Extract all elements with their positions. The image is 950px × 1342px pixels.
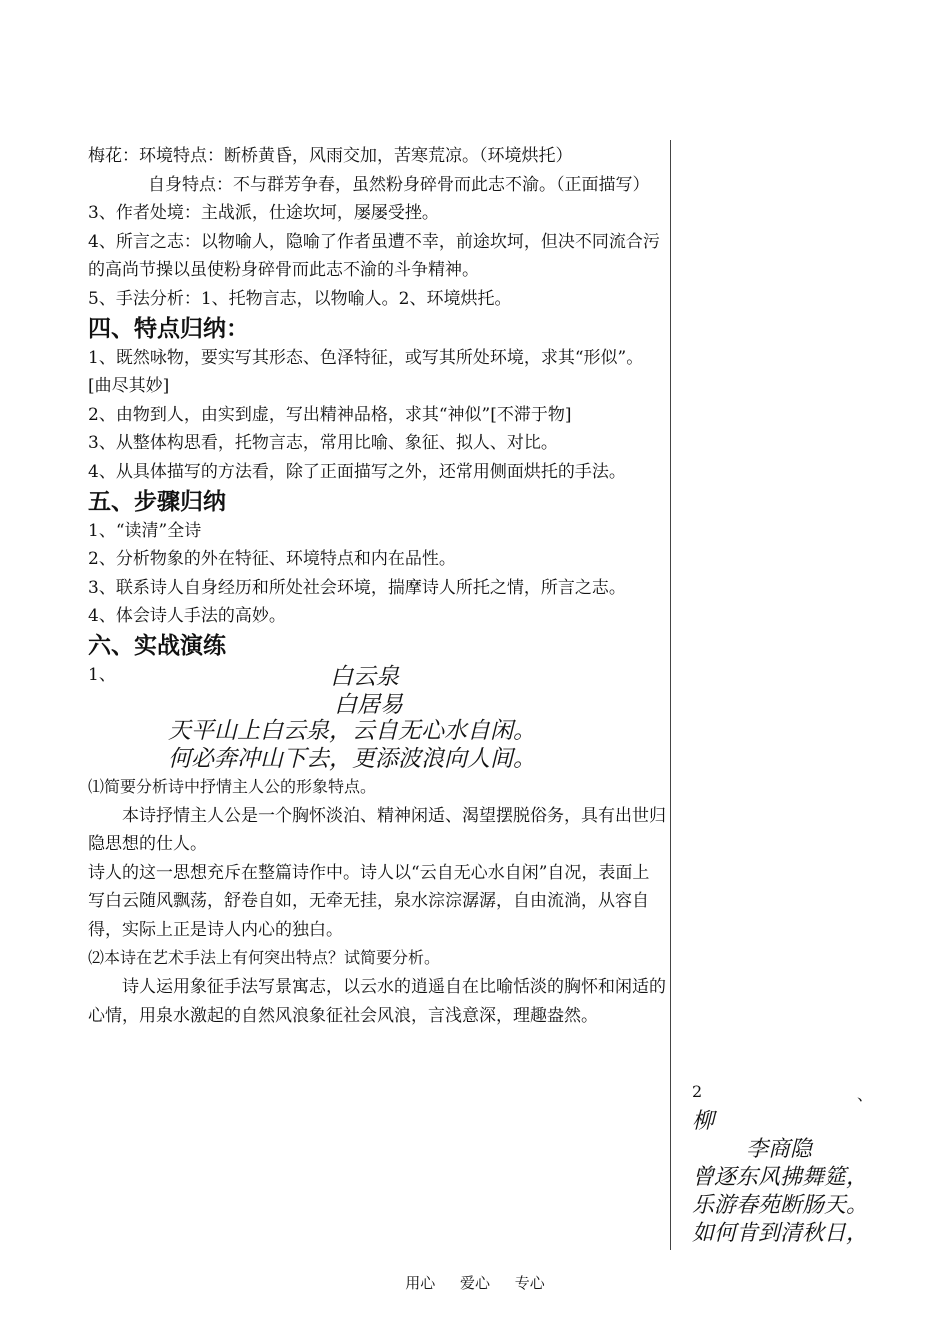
footer-text: 专心: [514, 1274, 545, 1292]
section5-item: 1、“读清”全诗: [88, 520, 202, 541]
section-heading-5: 五、步骤归纳: [88, 488, 226, 515]
answer-1-paragraph-2: 诗人的这一思想充斥在整篇诗作中。诗人以“云自无心水自闲”自况，表面上写白云随风飘荡，舒卷自如，无牵无挂，泉水淙淙潺潺，自由流淌，从容自得，实际上正是诗人内心的独白。: [88, 862, 650, 940]
poem2-number-row: [692, 1082, 892, 1108]
section-heading-6: 六、实战演练: [88, 632, 226, 659]
answer-1-paragraph-1: 本诗抒情主人公是一个胸怀淡泊、精神闲适、渴望摆脱俗务，具有出世归隐思想的仕人。: [88, 805, 666, 855]
section5-item: 2、分析物象的外在特征、环境特点和内在品性。: [88, 549, 456, 570]
question-1: ⑴简要分析诗中抒情主人公的形象特点。: [88, 776, 377, 796]
poem1-line: 天平山上白云泉，云自无心水自闲。: [168, 717, 536, 744]
section5-item: 3、联系诗人自身经历和所处社会环境，揣摩诗人所托之情，所言之志。: [88, 577, 626, 598]
column-divider: [670, 140, 671, 1250]
poem2-author: 李商隐: [746, 1137, 813, 1162]
section-heading-4: 四、特点归纳：: [88, 315, 249, 342]
poem1-author-row: [88, 689, 666, 717]
meihua-environment: 梅花：环境特点：断桥黄昏，风雨交加，苦寒荒凉。（环境烘托）: [88, 146, 573, 166]
meihua-self: 自身特点：不与群芳争春，虽然粉身碎骨而此志不渝。（正面描写）: [148, 174, 650, 195]
poem2-line: 乐游春苑断肠天。: [692, 1193, 869, 1218]
main-column: [88, 142, 666, 1030]
poem1-number: 1、: [88, 664, 116, 685]
section5-item: 4、体会诗人手法的高妙。: [88, 606, 286, 627]
footer-text: 爱心: [459, 1274, 490, 1292]
answer-2: 诗人运用象征手法写景寓志，以云水的逍遥自在比喻恬淡的胸怀和闲适的心情，用泉水激起的自然风浪象征社会风浪，言浅意深，理趣盎然。: [88, 977, 666, 1026]
section4-item: 1、既然咏物，要实写其形态、色泽特征，或写其所处环境，求其“形似”。[曲尽其妙]: [88, 347, 644, 397]
page-footer: [0, 1272, 950, 1293]
poem2-title: 柳: [692, 1109, 715, 1134]
section4-item: 2、由物到人，由实到虚，写出精神品格，求其“神似”[不滞于物]: [88, 404, 572, 425]
poem1-line: 何必奔冲山下去，更添波浪向人间。: [168, 745, 536, 772]
poem1-title: 白云泉: [330, 663, 399, 690]
question-2: ⑵本诗在艺术手法上有何突出特点？试简要分析。: [88, 948, 441, 968]
poem1-title-row: [88, 661, 666, 689]
item-5: 5、手法分析：1、托物言志，以物喻人。2、环境烘托。: [88, 288, 512, 309]
section4-item: 3、从整体构思看，托物言志，常用比喻、象征、拟人、对比。: [88, 433, 558, 454]
poem2-line: 曾逐东风拂舞筵，: [692, 1165, 869, 1190]
poem2-number-mark: 、: [857, 1085, 874, 1104]
poem2-line: 如何肯到清秋日，: [692, 1221, 869, 1246]
footer-text: 用心: [405, 1274, 436, 1292]
item-4: 4、所言之志：以物喻人，隐喻了作者虽遭不幸，前途坎坷，但决不同流合污的高尚节操以虽使粉身碎骨而此志不渝的斗争精神。: [88, 231, 660, 281]
item-3: 3、作者处境：主战派，仕途坎坷，屡屡受挫。: [88, 203, 439, 224]
poem2-number: 2: [692, 1082, 703, 1101]
section4-item: 4、从具体描写的方法看，除了正面描写之外，还常用侧面烘托的手法。: [88, 461, 626, 482]
side-column: [692, 1082, 892, 1248]
poem1-author: 白居易: [334, 691, 403, 718]
